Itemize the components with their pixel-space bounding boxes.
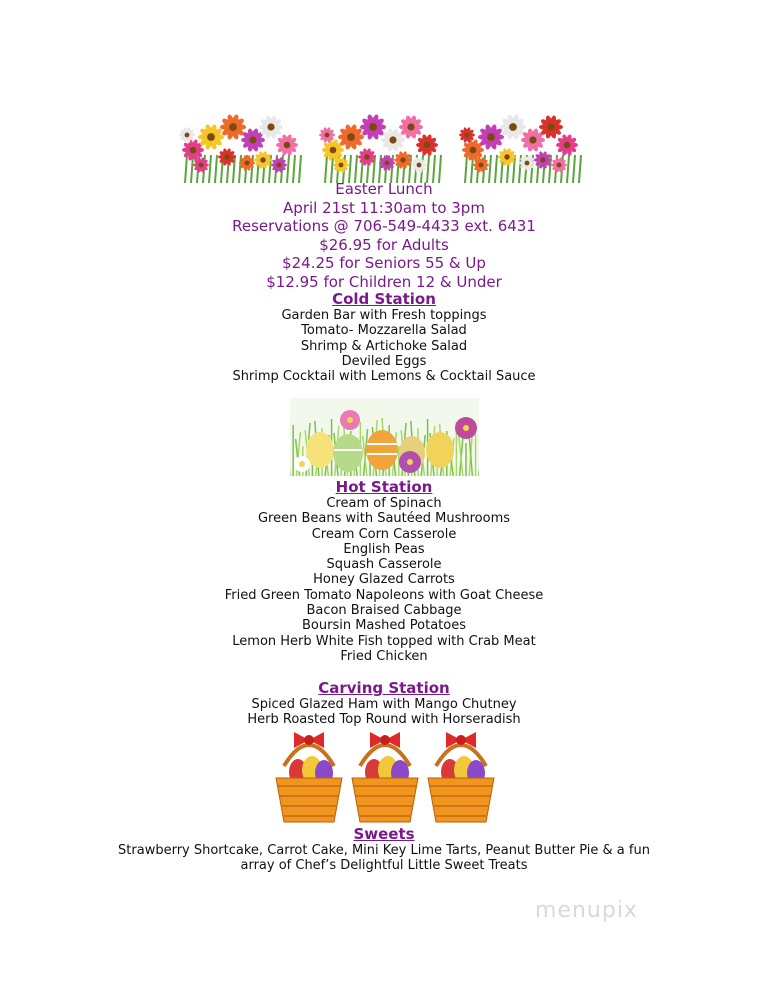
list-item: Lemon Herb White Fish topped with Crab Meat [232,633,536,649]
carving-station-title: Carving Station [318,679,450,697]
flower-banner-image [175,105,593,183]
easter-baskets-image [272,726,500,824]
event-date-time: April 21st 11:30am to 3pm [283,198,485,217]
sweets-list [0,843,768,874]
list-item: Honey Glazed Carrots [313,572,455,588]
hot-station-list [0,496,768,664]
list-item: English Peas [343,541,425,557]
hot-station-title: Hot Station [335,478,433,496]
easter-eggs-image [290,398,479,476]
list-item: Bacon Braised Cabbage [306,603,462,619]
list-item: Tomato- Mozzarella Salad [301,323,467,339]
list-item: Shrimp & Artichoke Salad [300,338,468,354]
price-seniors: $24.25 for Seniors 55 & Up [282,254,486,272]
watermark-logo: menupix [535,898,638,923]
list-item: Green Beans with Sautéed Mushrooms [257,511,511,527]
list-item: Squash Casserole [326,557,442,573]
list-item: Fried Chicken [340,648,428,664]
cold-station-list [0,308,768,384]
list-item: Cream of Spinach [326,496,442,511]
list-item: Deviled Eggs [341,353,427,369]
price-adults: $26.95 for Adults [319,235,449,254]
cold-station-title: Cold Station [332,290,436,308]
list-item: array of Chef’s Delightful Little Sweet Treats [240,858,528,874]
list-item: Spiced Glazed Ham with Mango Chutney [251,697,517,712]
list-item: Garden Bar with Fresh toppings [281,308,487,323]
list-item: Strawberry Shortcake, Carrot Cake, Mini Key Lime Tarts, Peanut Butter Pie & a fun [118,843,650,858]
list-item: Herb Roasted Top Round with Horseradish [247,712,521,728]
carving-station-list [0,697,768,728]
list-item: Boursin Mashed Potatoes [301,618,466,634]
list-item: Fried Green Tomato Napoleons with Goat Cheese [224,587,544,603]
price-children: $12.95 for Children 12 & Under [266,272,502,291]
list-item: Cream Corn Casserole [311,526,457,542]
list-item: Shrimp Cocktail with Lemons & Cocktail Sauce [232,369,536,385]
sweets-title: Sweets [353,825,415,843]
menu-title: Easter Lunch [335,180,433,198]
reservations-info: Reservations @ 706-549-4433 ext. 6431 [232,217,536,235]
